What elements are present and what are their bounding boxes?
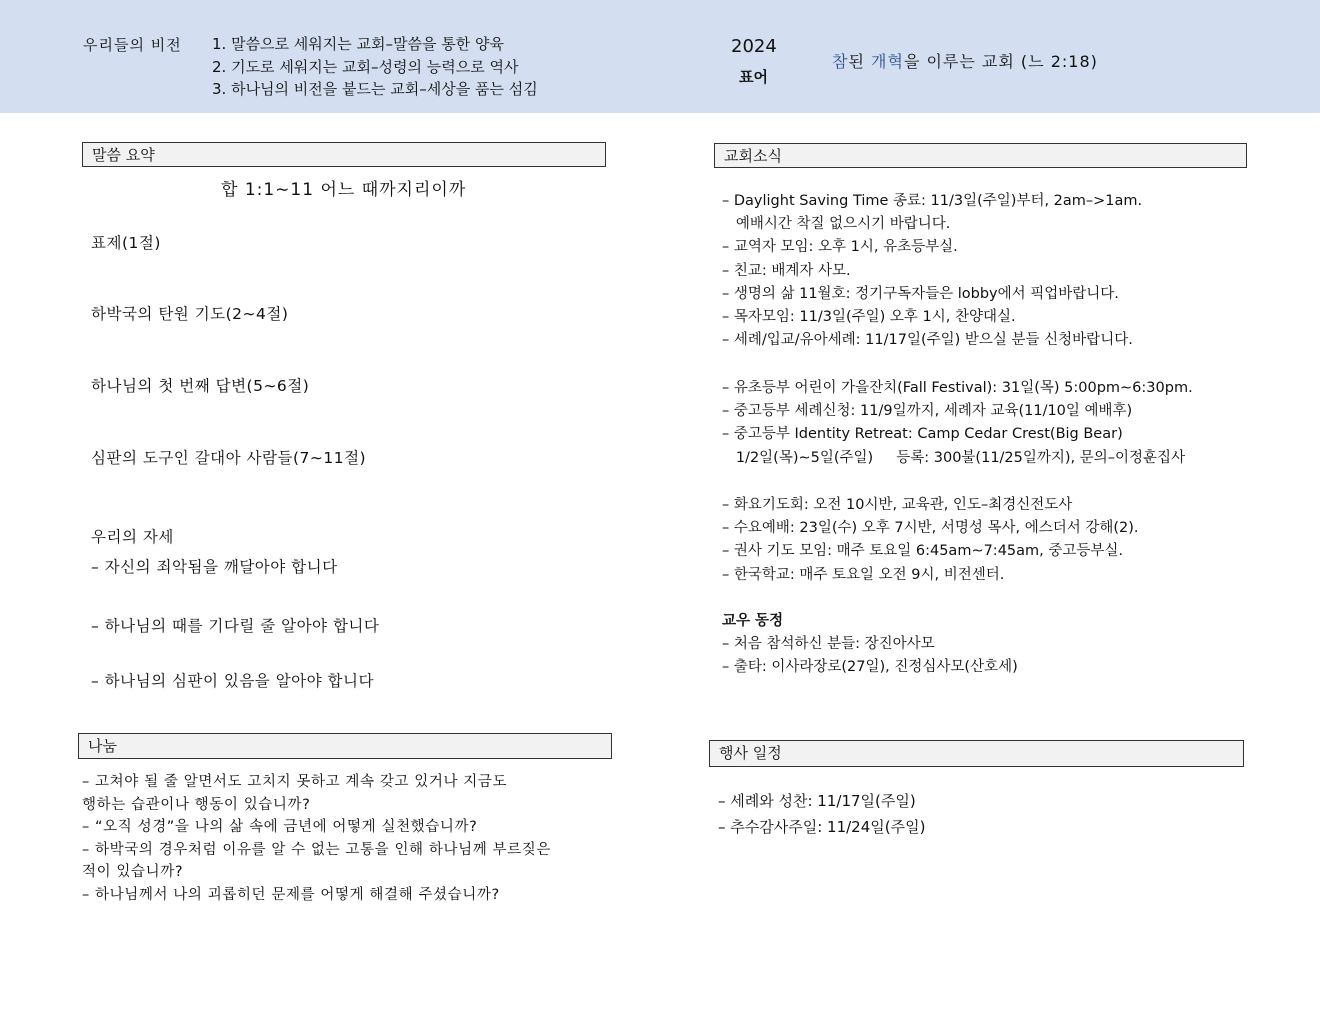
sermon-point: 하나님의 첫 번째 답변(5∼6절) (91, 377, 310, 395)
news-item: – 처음 참석하신 분들: 장진아사모 (722, 636, 935, 653)
news-item: – 목자모임: 11/3일(주일) 오후 1시, 찬양대실. (722, 309, 1016, 326)
sharing-line: – 고쳐야 될 줄 알면서도 고치지 못하고 계속 갖고 있거나 지금도 (82, 774, 508, 790)
sermon-point: 표제(1절) (91, 234, 161, 252)
sharing-line: – 하박국의 경우처럼 이유를 알 수 없는 고통을 인해 하나님께 부르짖은 (82, 841, 551, 858)
vision-label: 우리들의 비전 (83, 36, 182, 54)
news-item: – 교역자 모임: 오후 1시, 유초등부실. (722, 239, 958, 256)
vision-item: 3. 하나님의 비전을 붙드는 교회–세상을 품는 섬김 (212, 80, 538, 98)
vision-item: 1. 말씀으로 세워지는 교회–말씀을 통한 양육 (212, 35, 504, 53)
news-item: – 수요예배: 23일(수) 오후 7시반, 서명성 목사, 에스더서 강해(2). (722, 520, 1139, 537)
news-item: – 세례/입교/유아세례: 11/17일(주일) 받으실 분들 신청바랍니다. (722, 332, 1133, 349)
sermon-point: 심판의 도구인 갈대아 사람들(7∼11절) (91, 449, 367, 467)
attitude-item: – 자신의 죄악됨을 깨달아야 합니다 (91, 558, 338, 576)
sharing-line: – 하나님께서 나의 괴롭히던 문제를 어떻게 해결해 주셨습니까? (82, 886, 500, 903)
sermon-point: 하박국의 탄원 기도(2∼4절) (91, 305, 289, 323)
news-item: – 친교: 배계자 사모. (722, 262, 851, 279)
sharing-line: 적이 있습니까? (82, 864, 184, 880)
news-item: – 권사 기도 모임: 매주 토요일 6:45am∼7:45am, 중고등부실. (722, 543, 1124, 560)
attitude-item: – 하나님의 때를 기다릴 줄 알아야 합니다 (91, 617, 380, 635)
event-item: – 세례와 성찬: 11/17일(주일) (718, 792, 916, 810)
motto-text: 된 (848, 52, 872, 71)
sharing-title: 나눔 (78, 733, 612, 759)
motto-accent: 개혁 (871, 52, 904, 71)
year: 2024 (731, 36, 777, 57)
news-item: – 유초등부 어린이 가을잔치(Fall Festival): 31일(목) 5:00pm∼6:30pm. (722, 380, 1193, 396)
sharing-questions (82, 771, 551, 906)
year-motto-label: 표어 (739, 68, 768, 86)
news-item: 예배시간 착질 없으시기 바랍니다. (722, 216, 951, 233)
header-band (0, 0, 1320, 113)
fellowship-title: 교우 동정 (722, 613, 784, 629)
event-schedule-title: 행사 일정 (709, 740, 1244, 767)
news-group (722, 190, 1142, 352)
attitude-item: – 하나님의 심판이 있음을 알아야 합니다 (91, 672, 374, 690)
news-item: – 중고등부 Identity Retreat: Camp Cedar Crest(Big Bear) (722, 426, 1123, 443)
vision-list (212, 33, 538, 101)
news-group (722, 377, 1193, 470)
news-item: – 생명의 삶 11월호: 정기구독자들은 lobby에서 픽업바랍니다. (722, 285, 1119, 302)
vision-item: 2. 기도로 세워지는 교회–성령의 능력으로 역사 (212, 57, 519, 76)
sharing-line: – “오직 성경”을 나의 삶 속에 금년에 어떻게 실천했습니까? (82, 819, 478, 835)
news-item: – 화요기도회: 오전 10시반, 교육관, 인도–최경신전도사 (722, 497, 1073, 513)
sharing-line: 행하는 습관이나 행동이 있습니까? (82, 796, 311, 813)
attitude-title: 우리의 자세 (91, 528, 174, 546)
news-item: – 출타: 이사라장로(27일), 진정심사모(산호세) (722, 659, 1018, 676)
motto-accent: 참 (832, 52, 849, 71)
news-item: 1/2일(목)∼5일(주일) 등록: 300불(11/25일까지), 문의–이정훈집사 (722, 449, 1186, 466)
news-group (722, 494, 1139, 587)
motto (832, 49, 1098, 72)
news-item: – 중고등부 세례신청: 11/9일까지, 세례자 교육(11/10일 예배후) (722, 403, 1133, 420)
fellowship-news (722, 610, 1018, 680)
church-news-title: 교회소식 (714, 143, 1247, 168)
motto-text: 을 이루는 교회 (느 2:18) (903, 52, 1098, 71)
news-item: – Daylight Saving Time 종료: 11/3일(주일)부터, 2am–>1am. (722, 193, 1143, 209)
event-item: – 추수감사주일: 11/24일(주일) (718, 818, 926, 836)
sermon-summary-title: 말씀 요약 (82, 142, 606, 167)
news-item: – 한국학교: 매주 토요일 오전 9시, 비전센터. (722, 566, 1005, 583)
sermon-reference: 합 1:1∼11 어느 때까지리이까 (221, 180, 467, 200)
